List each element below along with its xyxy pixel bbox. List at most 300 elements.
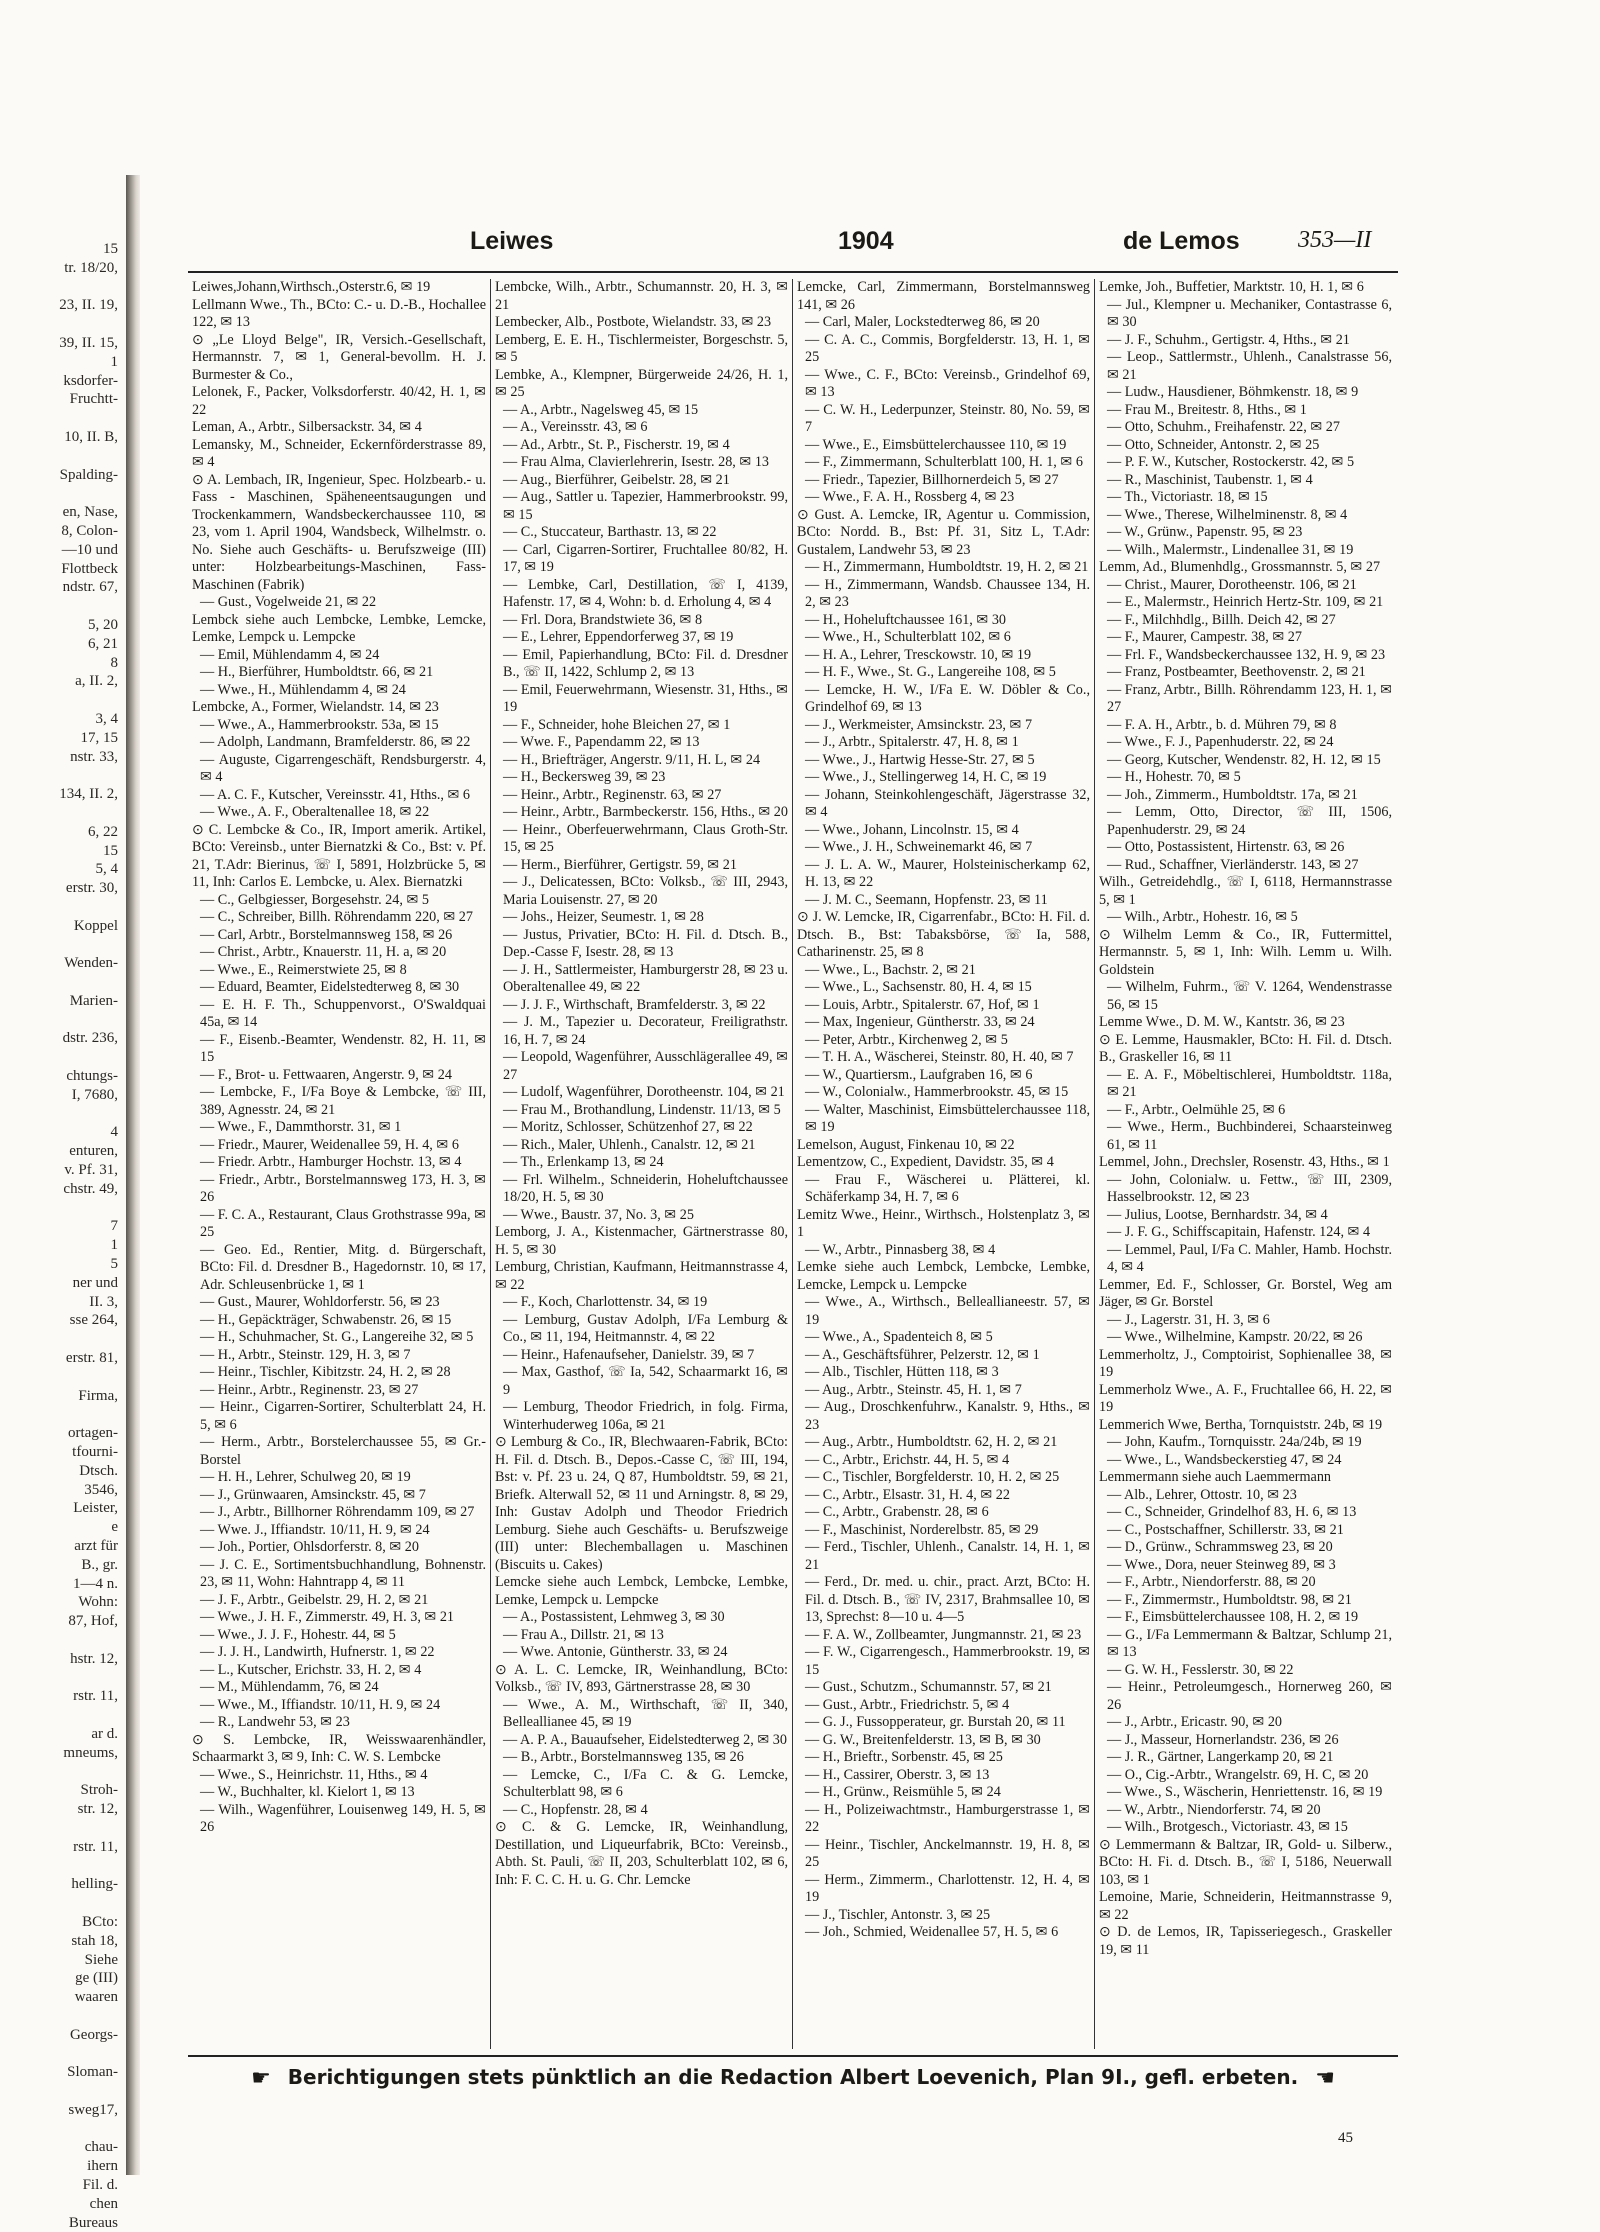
directory-entry: — Heinr., Tischler, Kibitzstr. 24, H. 2, ✉ 28	[200, 1364, 451, 1380]
directory-entry: Lemberg, E. E. H., Tischlermeister, Borgeschstr. 5, ✉ 5	[495, 331, 788, 365]
directory-entry: — H., Grünw., Reismühle 5, ✉ 24	[805, 1784, 1001, 1800]
previous-page-fragment: Bureaus	[68, 2214, 118, 2231]
directory-entry: — Franz, Arbtr., Billh. Röhrendamm 123, H. 1, ✉ 27	[1107, 681, 1392, 715]
previous-page-fragment: Sloman-	[67, 2064, 118, 2081]
previous-page-fragment: enturen,	[69, 1143, 118, 1160]
directory-entry: — C., Postschaffner, Schillerstr. 33, ✉ 21	[1107, 1521, 1344, 1538]
directory-entry: — E. A. F., Möbeltischlerei, Humboldtstr. 118a, ✉ 21	[1107, 1066, 1392, 1100]
directory-entry: — Leop., Sattlermstr., Uhlenh., Canalstrasse 56, ✉ 21	[1107, 349, 1392, 383]
directory-entry: ⊙ Gust. A. Lemcke, IR, Agentur u. Commission, BCto: Nordd. B., Bst: Pf. 31, Sitz L, T.Adr: Gustalem, Landwehr 53, ✉ 23	[797, 506, 1090, 558]
directory-entry: Lellmann Wwe., Th., BCto: C.- u. D.-B., Hochallee 122, ✉ 13	[192, 296, 486, 330]
directory-entry: — Louis, Arbtr., Spitalerstr. 67, Hof, ✉ 1	[805, 996, 1040, 1013]
directory-entry: — Heinr., Arbtr., Reginenstr. 63, ✉ 27	[503, 786, 722, 803]
directory-entry: — R., Maschinist, Taubenstr. 1, ✉ 4	[1107, 471, 1313, 488]
directory-entry: Lemmer, Ed. F., Schlosser, Gr. Borstel, Weg am Jäger, ✉ Gr. Borstel	[1099, 1276, 1392, 1310]
directory-entry: — J., Delicatessen, BCto: Volksb., ☏ III, 2943, Maria Louisenstr. 27, ✉ 20	[503, 874, 788, 908]
directory-entry: Lemoine, Marie, Schneiderin, Heitmannstrasse 9, ✉ 22	[1099, 1889, 1392, 1923]
directory-entry: — J., Arbtr., Spitalerstr. 47, H. 8, ✉ 1	[805, 734, 1019, 750]
previous-page-fragment: erstr. 30,	[65, 880, 118, 897]
directory-entry: ⊙ „Le Lloyd Belge", IR, Versich.-Gesellschaft, Hermannstr. 7, ✉ 1, General-bevollm. H. J. Burmester & Co.,	[192, 331, 486, 383]
directory-entry: — Heinr., Cigarren-Sortirer, Schulterblatt 24, H. 5, ✉ 6	[200, 1399, 486, 1433]
previous-page-fragment: 8	[110, 654, 118, 671]
previous-page-fragment: ner und	[72, 1274, 118, 1291]
directory-entry: — O., Cig.-Arbtr., Wrangelstr. 69, H. C, ✉ 20	[1107, 1766, 1369, 1783]
previous-page-fragment: Wenden-	[64, 955, 118, 972]
directory-entry: Leiwes,Johann,Wirthsch.,Osterstr.6, ✉ 19	[192, 279, 431, 295]
previous-page-fragment: chtungs-	[66, 1068, 118, 1085]
directory-entry: — W., Grünw., Papenstr. 95, ✉ 23	[1107, 524, 1303, 540]
directory-entry: — Friedr., Tapezier, Billhornerdeich 5, ✉ 27	[805, 471, 1059, 488]
directory-entry: — Th., Victoriastr. 18, ✉ 15	[1107, 489, 1268, 505]
previous-page-fragment: 134, II. 2,	[59, 786, 118, 803]
previous-page-fragment: ar d.	[91, 1725, 118, 1742]
previous-page-fragment: 1	[110, 1237, 118, 1254]
previous-page-fragment	[0, 973, 118, 992]
directory-entry: — Wwe., E., Reimerstwiete 25, ✉ 8	[200, 961, 407, 978]
directory-entry: — F., Zimmermstr., Humboldtstr. 98, ✉ 21	[1107, 1591, 1352, 1608]
directory-entry: — Wilh., Brotgesch., Victoriastr. 43, ✉ 15	[1107, 1819, 1348, 1835]
directory-entry: — J. M., Tapezier u. Decorateur, Freiligrathstr. 16, H. 7, ✉ 24	[503, 1014, 788, 1048]
previous-page-fragment: 23, II. 19,	[59, 297, 118, 314]
previous-page-fragment	[0, 898, 118, 917]
directory-entry: — Frl. Wilhelm., Schneiderin, Hoheluftchaussee 18/20, H. 5, ✉ 30	[503, 1171, 788, 1205]
directory-entry: — Lemmel, Paul, I/Fa C. Mahler, Hamb. Hochstr. 4, ✉ 4	[1107, 1241, 1392, 1275]
page-header	[148, 227, 1398, 257]
previous-page-fragment: rstr. 11,	[73, 1688, 118, 1705]
directory-entry: — J. F., Arbtr., Geibelstr. 29, H. 2, ✉ 21	[200, 1591, 429, 1608]
previous-page-fragment	[0, 1819, 118, 1838]
previous-page-fragment	[0, 2045, 118, 2064]
directory-entry: — J. J. H., Landwirth, Hufnerstr. 1, ✉ 22	[200, 1644, 435, 1660]
directory-entry: — Wwe., S., Wäscherin, Henriettenstr. 16, ✉ 19	[1107, 1784, 1383, 1800]
previous-page-fragment	[0, 1631, 118, 1650]
directory-entry: Lelonek, F., Packer, Volksdorferstr. 40/42, H. 1, ✉ 22	[192, 384, 486, 418]
directory-entry: — Johs., Heizer, Seumestr. 1, ✉ 28	[503, 909, 704, 925]
previous-page-fragment: sse 264,	[69, 1312, 118, 1329]
previous-page-fragment	[0, 1706, 118, 1725]
directory-entry: Lementzow, C., Expedient, Davidstr. 35, ✉ 4	[797, 1154, 1054, 1170]
directory-entry: — Joh., Portier, Ohlsdorferstr. 8, ✉ 20	[200, 1539, 419, 1555]
column-2	[490, 279, 792, 2049]
directory-entry: — Wwe. J., Iffiandstr. 10/11, H. 9, ✉ 24	[200, 1521, 430, 1538]
directory-entry: — W., Colonialw., Hammerbrookstr. 45, ✉ 15	[805, 1084, 1069, 1100]
previous-page-fragment: —10 und	[61, 541, 118, 558]
directory-entry: — Leopold, Wagenführer, Ausschlägerallee 49, ✉ 27	[503, 1049, 788, 1083]
directory-entry: — Max, Ingenieur, Güntherstr. 33, ✉ 24	[805, 1014, 1035, 1030]
directory-entry: — John, Colonialw. u. Fettw., ☏ III, 2309, Hasselbrookstr. 12, ✉ 23	[1107, 1171, 1392, 1205]
directory-entry: — Christ., Maurer, Dorotheenstr. 106, ✉ 21	[1107, 576, 1357, 593]
previous-page-fragment	[0, 2007, 118, 2026]
previous-page-fragment: ksdorfer-	[63, 372, 118, 389]
directory-entry: — Wwe., E., Eimsbüttelerchaussee 110, ✉ 19	[805, 436, 1067, 453]
directory-entry: — E., Malermstr., Heinrich Hertz-Str. 109, ✉ 21	[1107, 594, 1384, 610]
directory-entry: Lemmel, John., Drechsler, Rosenstr. 43, Hths., ✉ 1	[1099, 1154, 1390, 1170]
directory-entry: — Wwe., L., Wandsbeckerstieg 47, ✉ 24	[1107, 1451, 1342, 1468]
directory-entry: — Johann, Steinkohlengeschäft, Jägerstrasse 32, ✉ 4	[805, 786, 1090, 820]
directory-entry: — H., Hoheluftchaussee 161, ✉ 30	[805, 611, 1007, 628]
directory-entry: — E. H. F. Th., Schuppenvorst., O'Swaldquai 45a, ✉ 14	[200, 996, 486, 1030]
directory-entry: — F. W., Cigarrengesch., Hammerbrookstr. 19, ✉ 15	[805, 1644, 1090, 1678]
previous-page-fragment: II. 3,	[89, 1293, 118, 1310]
directory-entry: — Rich., Maler, Uhlenh., Canalstr. 12, ✉ 21	[503, 1136, 756, 1153]
directory-entry: — Wwe., F. J., Papenhuderstr. 22, ✉ 24	[1107, 734, 1334, 750]
previous-page-fragment	[0, 278, 118, 297]
directory-entry: — E., Lehrer, Eppendorferweg 37, ✉ 19	[503, 629, 734, 645]
pointing-hand-right-icon: ☛	[251, 2066, 271, 2091]
directory-entry: — F., Eimsbüttelerchaussee 108, H. 2, ✉ 19	[1107, 1609, 1359, 1625]
directory-entry: — Friedr. Arbtr., Hamburger Hochstr. 13, ✉ 4	[200, 1154, 462, 1170]
previous-page-fragment: helling-	[71, 1876, 118, 1893]
directory-entry: Lemborg, J. A., Kistenmacher, Gärtnerstrasse 80, H. 5, ✉ 30	[495, 1224, 788, 1258]
directory-entry: — Lemburg, Gustav Adolph, I/Fa Lemburg & Co., ✉ 11, 194, Heitmannstr. 4, ✉ 22	[503, 1311, 788, 1345]
previous-page-fragment	[0, 1048, 118, 1067]
previous-page-fragment: stah 18,	[71, 1932, 118, 1949]
previous-page-fragment: 1—4 n.	[73, 1575, 118, 1592]
directory-entry: — J., Tischler, Antonstr. 3, ✉ 25	[805, 1906, 991, 1923]
directory-entry: Lemmerholz Wwe., A. F., Fruchtallee 66, H. 22, ✉ 19	[1099, 1381, 1392, 1415]
previous-page-fragment	[0, 1857, 118, 1876]
directory-entry: — Heinr., Arbtr., Barmbeckerstr. 156, Hths., ✉ 20	[503, 804, 788, 820]
directory-entry: — Eduard, Beamter, Eidelstedterweg 8, ✉ 30	[200, 979, 460, 995]
directory-entry: — Frau A., Dillstr. 21, ✉ 13	[503, 1626, 664, 1643]
directory-entry: — Wwe., H., Mühlendamm 4, ✉ 24	[200, 681, 406, 698]
previous-page-fragment	[0, 315, 118, 334]
directory-entry: — Aug., Sattler u. Tapezier, Hammerbrookstr. 99, ✉ 15	[503, 489, 788, 523]
directory-entry: — J. H., Sattlermeister, Hamburgerstr 28, ✉ 23 u. Oberaltenallee 49, ✉ 22	[503, 961, 788, 995]
directory-entry: — Carl, Arbtr., Borstelmannsweg 158, ✉ 26	[200, 926, 453, 943]
previous-page-fragment: 17, 15	[80, 729, 118, 746]
directory-entry: — Georg, Kutscher, Wendenstr. 82, H. 12, ✉ 15	[1107, 751, 1381, 768]
directory-entry: Lembcke, Wilh., Arbtr., Schumannstr. 20, H. 3, ✉ 21	[495, 279, 788, 313]
previous-page-fragment: Leister,	[73, 1500, 118, 1517]
directory-entry: — Moritz, Schlosser, Schützenhof 27, ✉ 22	[503, 1119, 753, 1135]
pointing-hand-left-icon: ☚	[1315, 2066, 1335, 2091]
previous-page-fragment	[0, 1011, 118, 1030]
directory-entry: — H. F., Wwe., St. G., Langereihe 108, ✉ 5	[805, 664, 1056, 680]
previous-page-fragment	[0, 691, 118, 710]
previous-page-fragment	[0, 1199, 118, 1218]
directory-entry: — Herm., Bierführer, Gertigstr. 59, ✉ 21	[503, 856, 737, 873]
directory-entry: — Wwe., L., Sachsenstr. 80, H. 4, ✉ 15	[805, 979, 1032, 995]
directory-entry: — J. C. E., Sortimentsbuchhandlung, Bohnenstr. 23, ✉ 11, Wohn: Hahntrapp 4, ✉ 11	[200, 1556, 486, 1590]
previous-page-fragment: 4	[110, 1124, 118, 1141]
previous-page-fragment: chau-	[84, 2139, 118, 2156]
previous-page-fragment: Spalding-	[59, 466, 118, 483]
directory-entry: — Wwe., A., Spadenteich 8, ✉ 5	[805, 1329, 993, 1345]
directory-entry: — J. F. G., Schiffscapitain, Hafenstr. 124, ✉ 4	[1107, 1224, 1371, 1240]
directory-entry: ⊙ Lemmermann & Baltzar, IR, Gold- u. Silberw., BCto: H. Fi. d. Dtsch. B., ☏ I, 5186, Neuerwall 103, ✉ 1	[1099, 1836, 1392, 1888]
directory-entry: — W., Quartiersm., Laufgraben 16, ✉ 6	[805, 1066, 1033, 1083]
directory-entry: — F., Eisenb.-Beamter, Wendenstr. 82, H. 11, ✉ 15	[200, 1031, 486, 1065]
directory-entry: — John, Kaufm., Tornquisstr. 24a/24b, ✉ 19	[1107, 1434, 1362, 1450]
directory-entry: — F. C. A., Restaurant, Claus Grothstrasse 99a, ✉ 25	[200, 1206, 486, 1240]
directory-entry: — Adolph, Landmann, Bramfelderstr. 86, ✉ 22	[200, 734, 471, 750]
header-year: 1904	[838, 227, 894, 255]
directory-entry: — F., Zimmermann, Schulterblatt 100, H. 1, ✉ 6	[805, 454, 1083, 470]
previous-page-fragment: sweg17,	[68, 2101, 118, 2118]
directory-entry: Lemmerholtz, J., Comptoirist, Sophienallee 38, ✉ 19	[1099, 1346, 1392, 1380]
previous-page-fragment: Georgs-	[69, 2026, 118, 2043]
directory-entry: — C., Gelbgiesser, Borgesehstr. 24, ✉ 5	[200, 891, 429, 908]
previous-page-fragment: dstr. 236,	[62, 1030, 118, 1047]
directory-entry: — A., Vereinsstr. 43, ✉ 6	[503, 419, 648, 435]
directory-entry: Leman, A., Arbtr., Silbersackstr. 34, ✉ 4	[192, 419, 422, 435]
directory-entry: Lemm, Ad., Blumenhdlg., Grossmannstr. 5, ✉ 27	[1099, 559, 1381, 575]
directory-entry: — Carl, Cigarren-Sortirer, Fruchtallee 80/82, H. 17, ✉ 19	[503, 541, 788, 575]
directory-entry: Lemke, Joh., Buffetier, Marktstr. 10, H. 1, ✉ 6	[1099, 279, 1364, 295]
directory-entry: — Th., Erlenkamp 13, ✉ 24	[503, 1154, 664, 1170]
previous-page-fragment: 7	[110, 1218, 118, 1235]
previous-page-fragment: a, II. 2,	[75, 673, 118, 690]
directory-entry: — Wwe., A., Hammerbrookstr. 53a, ✉ 15	[200, 716, 439, 733]
directory-entry: — G. J., Fussopperateur, gr. Burstah 20, ✉ 11	[805, 1714, 1066, 1730]
directory-entry: — F., Maurer, Campestr. 38, ✉ 27	[1107, 629, 1302, 645]
directory-entry: — J. M. C., Seemann, Hopfenstr. 23, ✉ 11	[805, 891, 1048, 908]
directory-entry: — Joh., Schmied, Weidenallee 57, H. 5, ✉ 6	[805, 1924, 1059, 1940]
directory-entry: Lemme Wwe., D. M. W., Kantstr. 36, ✉ 23	[1099, 1014, 1345, 1030]
previous-page-fragment: I, 7680,	[71, 1086, 118, 1103]
directory-entry: — Alb., Lehrer, Ottostr. 10, ✉ 23	[1107, 1486, 1297, 1503]
directory-entry: — Frau F., Wäscherei u. Plätterei, kl. Schäferkamp 34, H. 7, ✉ 6	[805, 1171, 1090, 1205]
directory-entry: — Wwe., F. A. H., Rossberg 4, ✉ 23	[805, 489, 1015, 505]
directory-entry: — J., Grünwaaren, Amsinckstr. 45, ✉ 7	[200, 1486, 426, 1503]
directory-entry: Lemitz Wwe., Heinr., Wirthsch., Holstenplatz 3, ✉ 1	[797, 1206, 1090, 1240]
directory-entry: — Otto, Schuhm., Freihafenstr. 22, ✉ 27	[1107, 419, 1340, 435]
previous-page-fragment	[0, 597, 118, 616]
directory-entry: — Wwe., L., Bachstr. 2, ✉ 21	[805, 961, 976, 978]
directory-entry: — Rud., Schaffner, Vierländerstr. 143, ✉ 27	[1107, 856, 1359, 873]
directory-entry: — W., Arbtr., Niendorferstr. 74, ✉ 20	[1107, 1801, 1321, 1818]
directory-entry: — Frau M., Brothandlung, Lindenstr. 11/13, ✉ 5	[503, 1101, 781, 1118]
directory-entry: ⊙ Lemburg & Co., IR, Blechwaaren-Fabrik, BCto: H. Fil. d. Dtsch. B., Depos.-Casse C, ☏ III, 194, Bst: v. Pf. 23 u. 24, Q 87, Humboldtstr. 59, ✉ 21, Briefk. Alterwall 52, ✉ 11 und Arningstr. 8, ✉ 29, Inh: Gustav Adolph und Theodor Friedrich Lemburg. Siehe auch Geschäfts- u. Berufszweige (III) unter: Blechemballagen u. Maschinen (Biscuits u. Cakes)	[495, 1434, 788, 1573]
previous-page-fragment	[0, 484, 118, 503]
directory-entry: — C., Stuccateur, Barthastr. 13, ✉ 22	[503, 524, 717, 540]
previous-page-fragment	[0, 2120, 118, 2139]
directory-entry: — Gust., Arbtr., Friedrichstr. 5, ✉ 4	[805, 1696, 1010, 1713]
directory-entry: — Aug., Arbtr., Steinstr. 45, H. 1, ✉ 7	[805, 1381, 1022, 1398]
directory-entry: — Frl. Dora, Brandstwiete 36, ✉ 8	[503, 611, 703, 628]
directory-entry: — J., Arbtr., Billhorner Röhrendamm 109, ✉ 27	[200, 1504, 475, 1520]
directory-entry: — C., Hopfenstr. 28, ✉ 4	[503, 1801, 648, 1818]
directory-entry: ⊙ E. Lemme, Hausmakler, BCto: H. Fil. d. Dtsch. B., Graskeller 16, ✉ 11	[1099, 1031, 1392, 1065]
directory-entry: — Carl, Maler, Lockstedterweg 86, ✉ 20	[805, 314, 1040, 330]
previous-page-fragment: ihern	[87, 2158, 118, 2175]
directory-entry: — A. P. A., Bauaufseher, Eidelstedterweg 2, ✉ 30	[503, 1731, 787, 1748]
previous-page-fragment: 5	[110, 1256, 118, 1273]
directory-entry: — Wwe., S., Heinrichstr. 11, Hths., ✉ 4	[200, 1766, 428, 1783]
directory-page	[148, 175, 1398, 2160]
previous-page-fragment: en, Nase,	[62, 504, 118, 521]
directory-entry: — F., Arbtr., Niendorferstr. 88, ✉ 20	[1107, 1574, 1316, 1590]
directory-entry: — H., Hohestr. 70, ✉ 5	[1107, 769, 1241, 785]
directory-entry: — R., Landwehr 53, ✉ 23	[200, 1714, 350, 1730]
directory-entry: — Franz, Postbeamter, Beethovenstr. 2, ✉ 21	[1107, 664, 1366, 680]
directory-entry: — M., Mühlendamm, 76, ✉ 24	[200, 1679, 379, 1695]
previous-page-fragment: B., gr.	[81, 1556, 118, 1573]
directory-entry: Lembck siehe auch Lembcke, Lembke, Lemcke, Lemke, Lempck u. Lempcke	[192, 611, 486, 645]
directory-entry: — Wwe., Johann, Lincolnstr. 15, ✉ 4	[805, 821, 1019, 838]
directory-entry: — A. C. F., Kutscher, Vereinsstr. 41, Hths., ✉ 6	[200, 786, 471, 803]
directory-entry: ⊙ J. W. Lemcke, IR, Cigarrenfabr., BCto: H. Fil. d. Dtsch. B., Bst: Tabaksbörse, ☏ Ia, 588, Catharinenstr. 25, ✉ 8	[797, 909, 1090, 960]
directory-entry: — B., Arbtr., Borstelmannsweg 135, ✉ 26	[503, 1749, 744, 1765]
previous-page-fragment: mneums,	[63, 1744, 118, 1761]
directory-entry: — F. A. H., Arbtr., b. d. Mühren 79, ✉ 8	[1107, 716, 1337, 733]
directory-entry: — Aug., Droschkenfuhrw., Kanalstr. 9, Hths., ✉ 23	[805, 1399, 1090, 1433]
previous-page-fragment: Dtsch.	[79, 1462, 118, 1479]
directory-entry: — G., I/Fa Lemmermann & Baltzar, Schlump 21, ✉ 13	[1107, 1626, 1392, 1660]
previous-page-fragment: nstr. 33,	[70, 748, 118, 765]
directory-entry: — Wwe., Wilhelmine, Kampstr. 20/22, ✉ 26	[1107, 1329, 1363, 1345]
directory-entry: — J., Werkmeister, Amsinckstr. 23, ✉ 7	[805, 716, 1033, 733]
directory-entry: Lemansky, M., Schneider, Eckernförderstrasse 89, ✉ 4	[192, 436, 486, 470]
directory-entry: — Justus, Privatier, BCto: H. Fil. d. Dtsch. B., Dep.-Casse F, Isestr. 28, ✉ 13	[503, 926, 788, 960]
previous-page-fragment	[0, 804, 118, 823]
directory-entry: — W., Buchhalter, kl. Kielort 1, ✉ 13	[200, 1784, 415, 1800]
previous-page-fragment: 15	[103, 241, 118, 257]
directory-entry: ⊙ A. Lembach, IR, Ingenieur, Spec. Holzbearb.- u. Fass - Maschinen, Späheneentsaugungen und Trockenkammern, Wandsbeckerchaussee 110, ✉ 23, vom 1. April 1904, Wandsbeck, Wilhelmstr. o. No. Siehe auch Geschäfts- u. Berufszweige (III) unter: Holzbearbeitungs-Maschinen, Fass-Maschinen (Fabrik)	[192, 471, 486, 593]
directory-entry: — H., Bierführer, Humboldtstr. 66, ✉ 21	[200, 664, 434, 680]
directory-entry: — Wwe. F., Papendamm 22, ✉ 13	[503, 734, 700, 750]
directory-entry: ⊙ C. & G. Lemcke, IR, Weinhandlung, Destillation, und Liqueurfabrik, BCto: Vereinsb., Abth. St. Pauli, ☏ II, 203, Schulterblatt 102, ✉ 6, Inh: F. C. C. H. u. G. Chr. Lemcke	[495, 1819, 788, 1888]
column-3	[792, 279, 1094, 2049]
previous-page-fragment	[0, 1669, 118, 1688]
directory-entry: — Heinr., Tischler, Anckelmannstr. 19, H. 8, ✉ 25	[805, 1836, 1090, 1870]
directory-entry: — Ferd., Tischler, Uhlenh., Canalstr. 14, H. 1, ✉ 21	[805, 1539, 1090, 1573]
directory-columns	[188, 279, 1398, 2049]
directory-entry: — Emil, Mühlendamm 4, ✉ 24	[200, 646, 380, 663]
previous-page-fragment: tr. 18/20,	[64, 259, 118, 276]
directory-entry: — Heinr., Petroleumgesch., Hornerweg 260, ✉ 26	[1107, 1679, 1392, 1713]
directory-entry: ⊙ D. de Lemos, IR, Tapisseriegesch., Graskeller 19, ✉ 11	[1099, 1924, 1392, 1958]
previous-page-fragment	[0, 2082, 118, 2101]
footer-notice	[188, 2065, 1398, 2091]
directory-entry: — Gust., Vogelweide 21, ✉ 22	[200, 594, 377, 610]
directory-entry: Wilh., Getreidehdlg., ☏ I, 6118, Hermannstrasse 5, ✉ 1	[1099, 874, 1392, 908]
previous-page-fragment: Firma,	[78, 1387, 118, 1404]
previous-page-fragment: 5, 20	[88, 616, 118, 633]
previous-page-fragment: 5, 4	[95, 861, 118, 878]
directory-entry: — W., Arbtr., Pinnasberg 38, ✉ 4	[805, 1241, 996, 1258]
column-1	[188, 279, 490, 2049]
directory-entry: — Heinr., Arbtr., Reginenstr. 23, ✉ 27	[200, 1381, 419, 1398]
directory-entry: — H., Briefträger, Angerstr. 9/11, H. L, ✉ 24	[503, 751, 761, 768]
directory-entry: — H., Zimmermann, Wandsb. Chaussee 134, H. 2, ✉ 23	[805, 576, 1090, 610]
previous-page-fragment	[0, 1368, 118, 1387]
directory-entry: — Herm., Zimmerm., Charlottenstr. 12, H. 4, ✉ 19	[805, 1871, 1090, 1905]
previous-page-fragment: chen	[89, 2195, 118, 2212]
directory-entry: — Joh., Zimmerm., Humboldtstr. 17a, ✉ 21	[1107, 786, 1358, 803]
directory-entry: — G. W., Breitenfelderstr. 13, ✉ B, ✉ 30	[805, 1731, 1041, 1748]
directory-entry: — Geo. Ed., Rentier, Mitg. d. Bürgerschaft, BCto: Fil. d. Dresdner B., Hagedornstr. 10, ✉ 17, Adr. Schleusenbrücke 1, ✉ 1	[200, 1241, 486, 1293]
directory-entry: — Heinr., Oberfeuerwehrmann, Claus Groth-Str. 15, ✉ 25	[503, 821, 788, 855]
directory-entry: — Wilh., Wagenführer, Louisenweg 149, H. 5, ✉ 26	[200, 1801, 486, 1835]
directory-entry: — J., Arbtr., Ericastr. 90, ✉ 20	[1107, 1714, 1283, 1730]
previous-page-fragment: 87, Hof,	[68, 1613, 118, 1630]
directory-entry: — C., Schneider, Grindelhof 83, H. 6, ✉ 13	[1107, 1504, 1357, 1520]
directory-entry: — G. W. H., Fesslerstr. 30, ✉ 22	[1107, 1661, 1294, 1678]
footer-rule	[188, 2055, 1398, 2057]
directory-entry: Lemke siehe auch Lembck, Lembcke, Lembke, Lemcke, Lempck u. Lempcke	[797, 1259, 1090, 1293]
directory-entry: Lembke, A., Klempner, Bürgerweide 24/26, H. 1, ✉ 25	[495, 366, 788, 400]
directory-entry: — Lemburg, Theodor Friedrich, in folg. Firma, Winterhuderweg 106a, ✉ 21	[503, 1399, 788, 1433]
previous-page-fragment: Fil. d.	[82, 2177, 118, 2194]
previous-page-fragment: Flottbeck	[61, 560, 118, 577]
previous-page-fragment: chstr. 49,	[63, 1180, 118, 1197]
directory-entry: — Wwe. Antonie, Güntherstr. 33, ✉ 24	[503, 1644, 728, 1660]
directory-entry: — H., Polizeiwachtmstr., Hamburgerstrasse 1, ✉ 22	[805, 1801, 1090, 1835]
directory-entry: — Lemcke, H. W., I/Fa E. W. Döbler & Co., Grindelhof 69, ✉ 13	[805, 681, 1090, 715]
previous-page-fragment: BCto:	[82, 1913, 118, 1930]
previous-page-fragment: e	[111, 1519, 118, 1536]
previous-page-fragment: str. 12,	[77, 1801, 118, 1818]
previous-page-fragment: Wohn:	[78, 1594, 118, 1611]
previous-page-fragment: 3, 4	[95, 710, 118, 727]
previous-page-fragment: arzt für	[74, 1537, 118, 1554]
directory-entry: Lemmerich Wwe, Bertha, Tornquiststr. 24b, ✉ 19	[1099, 1416, 1383, 1433]
directory-entry: ⊙ A. L. C. Lemcke, IR, Weinhandlung, BCto: Volksb., ☏ IV, 893, Gärtnerstrasse 28, ✉ 30	[495, 1661, 788, 1695]
directory-entry: — F., Arbtr., Oelmühle 25, ✉ 6	[1107, 1101, 1286, 1118]
directory-entry: — H., Schuhmacher, St. G., Langereihe 32, ✉ 5	[200, 1329, 474, 1345]
directory-entry: — Herm., Arbtr., Borstelerchaussee 55, ✉ Gr.-Borstel	[200, 1434, 486, 1468]
directory-entry: — Julius, Lootse, Bernhardstr. 34, ✉ 4	[1107, 1206, 1328, 1223]
previous-page-fragment	[0, 1763, 118, 1782]
directory-entry: — H. A., Lehrer, Tresckowstr. 10, ✉ 19	[805, 646, 1032, 663]
directory-entry: — C., Arbtr., Elsastr. 31, H. 4, ✉ 22	[805, 1486, 1010, 1503]
directory-entry: — T. H. A., Wäscherei, Steinstr. 80, H. 40, ✉ 7	[805, 1049, 1074, 1065]
previous-page-fragment: hstr. 12,	[70, 1650, 118, 1667]
directory-entry: Lemmermann siehe auch Laemmermann	[1099, 1469, 1332, 1485]
directory-entry: — Wwe., J., Stellingerweg 14, H. C, ✉ 19	[805, 769, 1047, 785]
previous-page-fragment: 8, Colon-	[61, 522, 118, 539]
directory-entry: — Wwe., Baustr. 37, No. 3, ✉ 25	[503, 1206, 694, 1223]
directory-entry: — Wwe., A. F., Oberaltenallee 18, ✉ 22	[200, 804, 430, 820]
previous-page-fragment: ortagen-	[68, 1425, 118, 1442]
directory-entry: — A., Postassistent, Lehmweg 3, ✉ 30	[503, 1609, 725, 1625]
directory-entry: — Walter, Maschinist, Eimsbüttelerchaussee 118, ✉ 19	[805, 1101, 1090, 1135]
directory-entry: — D., Grünw., Schrammsweg 23, ✉ 20	[1107, 1539, 1333, 1555]
previous-page-fragment	[0, 409, 118, 428]
previous-page-fragment	[0, 766, 118, 785]
previous-page-fragment: waaren	[74, 1989, 118, 2006]
directory-entry: — Lembke, Carl, Destillation, ☏ I, 4139, Hafenstr. 17, ✉ 4, Wohn: b. d. Erholung 4, ✉ 4	[503, 576, 788, 610]
previous-page-fragment: 6, 22	[88, 823, 118, 840]
directory-entry: — Wwe., J. H., Schweinemarkt 46, ✉ 7	[805, 839, 1033, 855]
previous-page-strip	[0, 240, 122, 2231]
directory-entry: — H., Gepäckträger, Schwabenstr. 26, ✉ 15	[200, 1311, 452, 1328]
directory-entry: — C., Arbtr., Grabenstr. 28, ✉ 6	[805, 1504, 989, 1520]
directory-entry: — F., Brot- u. Fettwaaren, Angerstr. 9, ✉ 24	[200, 1066, 452, 1083]
directory-entry: — Wwe., H., Schulterblatt 102, ✉ 6	[805, 629, 1011, 645]
directory-entry: — Wwe., A. M., Wirthschaft, ☏ II, 340, Belleallianee 45, ✉ 19	[503, 1696, 788, 1730]
directory-entry: — Wwe., J., Hartwig Hesse-Str. 27, ✉ 5	[805, 751, 1035, 768]
directory-entry: — Gust., Maurer, Wohldorferstr. 56, ✉ 23	[200, 1294, 440, 1310]
previous-page-fragment: Marien-	[69, 992, 118, 1009]
directory-entry: — Wilh., Arbtr., Hohestr. 16, ✉ 5	[1107, 909, 1298, 925]
directory-entry: — A., Geschäftsführer, Pelzerstr. 12, ✉ 1	[805, 1346, 1040, 1363]
directory-entry: — Ludw., Hausdiener, Böhmkenstr. 18, ✉ 9	[1107, 384, 1359, 400]
directory-entry: — J., Masseur, Hornerlandstr. 236, ✉ 26	[1107, 1731, 1339, 1748]
directory-entry: — Aug., Bierführer, Geibelstr. 28, ✉ 21	[503, 471, 730, 488]
directory-entry: — C. W. H., Lederpunzer, Steinstr. 80, No. 59, ✉ 7	[805, 401, 1090, 435]
previous-page-fragment	[0, 1405, 118, 1424]
previous-page-fragment	[0, 1894, 118, 1913]
directory-entry: ⊙ Wilhelm Lemm & Co., IR, Futtermittel, Hermannstr. 5, ✉ 1, Inh: Wilh. Lemm u. Wilh. Goldstein	[1099, 926, 1392, 978]
previous-page-fragment: ndstr. 67,	[62, 579, 118, 596]
column-4	[1094, 279, 1396, 2049]
directory-entry: Lemcke, Carl, Zimmermann, Borstelmannsweg 141, ✉ 26	[797, 279, 1090, 313]
directory-entry: — F., Koch, Charlottenstr. 34, ✉ 19	[503, 1294, 708, 1310]
directory-entry: — Heinr., Hafenaufseher, Danielstr. 39, ✉ 7	[503, 1346, 755, 1363]
